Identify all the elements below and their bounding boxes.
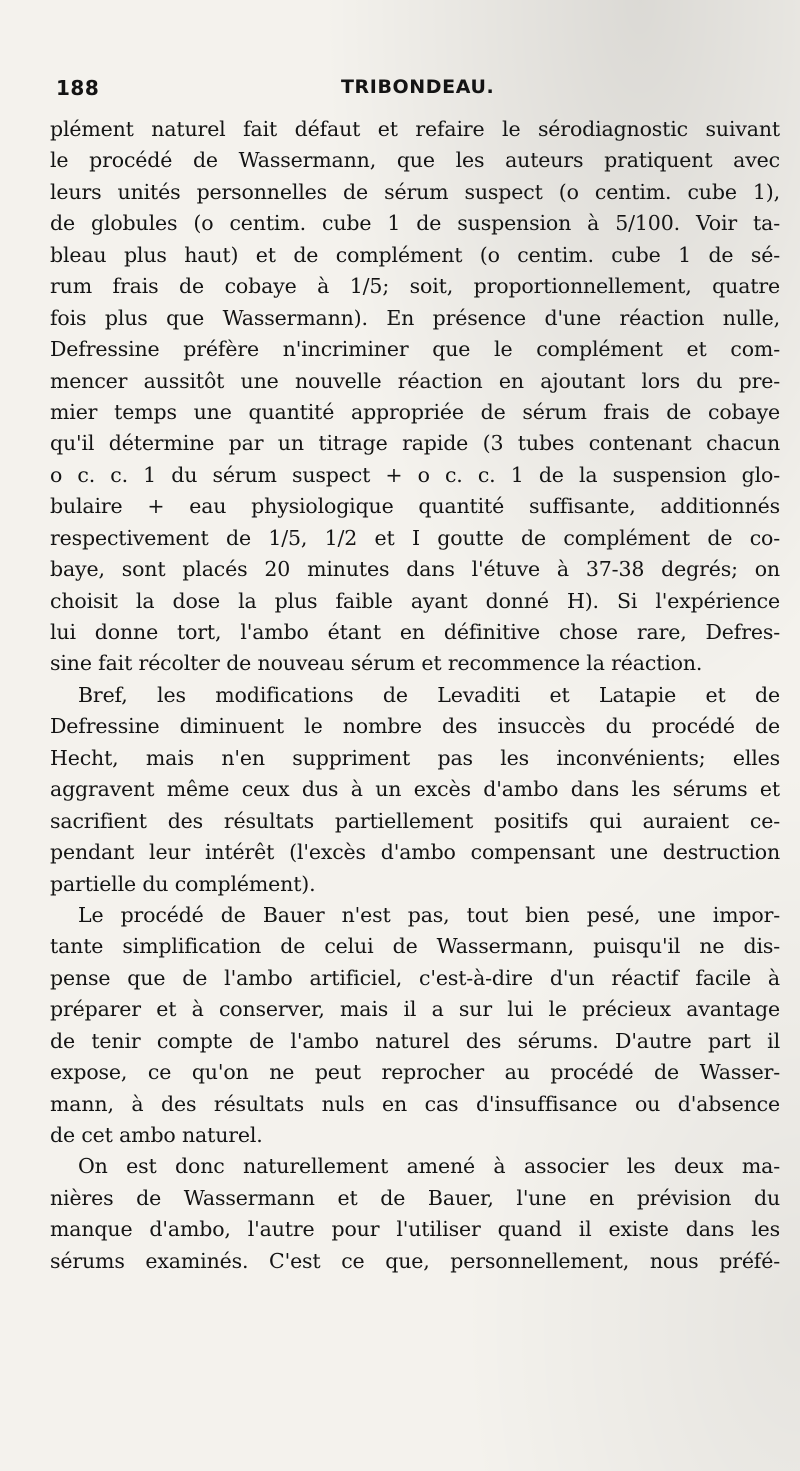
running-head: TRIBONDEAU.	[341, 76, 495, 98]
text-line: Bref, les modifications de Levaditi et Latapie et de	[78, 682, 780, 707]
text-line: Hecht, mais n'en suppriment pas les inconvénients; elles	[50, 745, 780, 770]
text-line: sérums examinés. C'est ce que, personnellement, nous préfé-	[50, 1248, 780, 1273]
text-line: le procédé de Wassermann, que les auteurs pratiquent avec	[50, 148, 780, 173]
text-line: partielle du complément).	[50, 871, 316, 896]
text-line: de globules (o centim. cube 1 de suspension à 5/100. Voir ta-	[50, 211, 780, 236]
text-line: rum frais de cobaye à 1/5; soit, proportionnellement, quatre	[50, 274, 780, 299]
text-line: tante simplification de celui de Wassermann, puisqu'il ne dis-	[50, 934, 780, 959]
text-line: respectivement de 1/5, 1/2 et I goutte de complément de co-	[50, 525, 780, 550]
text-line: manque d'ambo, l'autre pour l'utiliser quand il existe dans les	[50, 1217, 780, 1242]
text-line: aggravent même ceux dus à un excès d'ambo dans les sérums et	[50, 777, 780, 802]
text-line: On est donc naturellement amené à associer les deux ma-	[78, 1154, 780, 1179]
text-line: de tenir compte de l'ambo naturel des sérums. D'autre part il	[50, 1028, 780, 1053]
text-line: expose, ce qu'on ne peut reprocher au procédé de Wasser-	[50, 1060, 780, 1085]
text-line: lui donne tort, l'ambo étant en définitive chose rare, Defres-	[50, 620, 780, 644]
text-line: qu'il détermine par un titrage rapide (3 tubes contenant chacun	[50, 431, 780, 456]
text-line: mencer aussitôt une nouvelle réaction en ajoutant lors du pre-	[50, 368, 780, 393]
text-line: mier temps une quantité appropriée de sérum frais de cobaye	[50, 399, 780, 424]
page-header	[56, 70, 756, 110]
text-line: de cet ambo naturel.	[50, 1123, 263, 1147]
text-line: choisit la dose la plus faible ayant donné H). Si l'expérience	[50, 588, 780, 613]
text-line: pense que de l'ambo artificiel, c'est-à-dire d'un réactif facile à	[50, 965, 780, 990]
text-line: o c. c. 1 du sérum suspect + o c. c. 1 de la suspension glo-	[50, 462, 780, 487]
text-line: préparer et à conserver, mais il a sur lui le précieux avantage	[50, 997, 780, 1022]
text-line: mann, à des résultats nuls en cas d'insuffisance ou d'absence	[50, 1091, 780, 1116]
text-line: bulaire + eau physiologique quantité suffisante, additionnés	[50, 494, 780, 519]
text-line: Le procédé de Bauer n'est pas, tout bien pesé, une impor-	[78, 902, 780, 927]
text-line: pendant leur intérêt (l'excès d'ambo compensant une destruction	[50, 840, 780, 865]
text-line: sacrifient des résultats partiellement positifs qui auraient ce-	[50, 808, 780, 833]
text-line: bleau plus haut) et de complément (o centim. cube 1 de sé-	[50, 242, 780, 267]
body-text	[50, 114, 780, 1277]
text-line: Defressine diminuent le nombre des insuccès du procédé de	[50, 714, 780, 739]
text-line: nières de Wassermann et de Bauer, l'une en prévision du	[50, 1185, 780, 1210]
text-line: baye, sont placés 20 minutes dans l'étuve à 37-38 degrés; on	[50, 557, 780, 582]
text-line: Defressine préfère n'incriminer que le complément et com-	[50, 337, 780, 362]
text-line: plément naturel fait défaut et refaire le sérodiagnostic suivant	[50, 117, 780, 141]
text-line: fois plus que Wassermann). En présence d'une réaction nulle,	[50, 305, 780, 330]
text-line: leurs unités personnelles de sérum suspect (o centim. cube 1),	[50, 179, 780, 204]
page-number: 188	[56, 76, 100, 100]
text-line: sine fait récolter de nouveau sérum et recommence la réaction.	[50, 651, 703, 676]
